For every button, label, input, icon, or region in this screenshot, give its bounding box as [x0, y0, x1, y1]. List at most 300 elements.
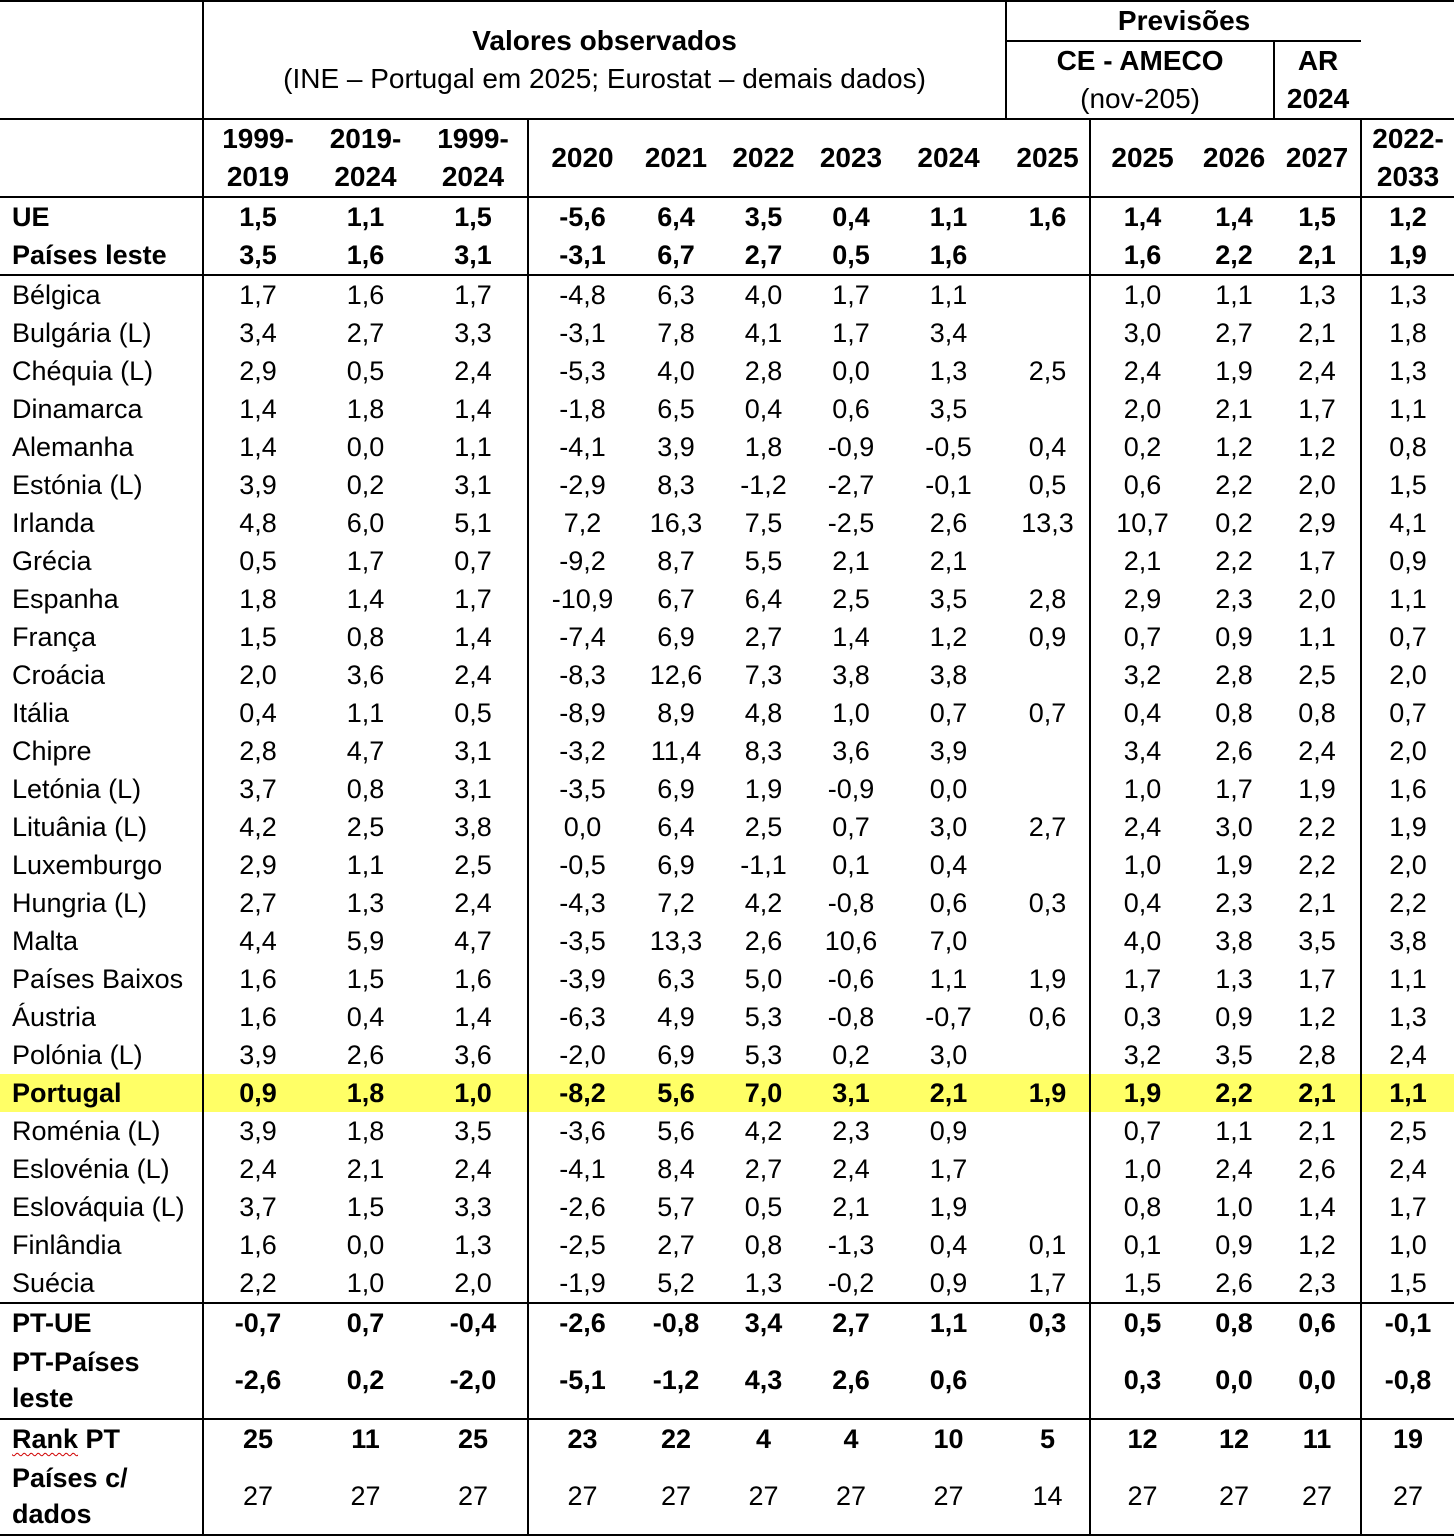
table-cell: 3,2	[1090, 656, 1194, 694]
table-cell: 6,0	[346, 508, 385, 538]
table-cell: 2,4	[203, 1150, 312, 1188]
row-label: França	[12, 622, 97, 652]
ar-year: 2024	[1274, 80, 1361, 119]
table-cell: 27	[835, 1481, 867, 1511]
table-cell: 1,0	[1090, 846, 1194, 884]
table-cell: 1,7	[1298, 394, 1336, 424]
table-cell: 2,0	[1361, 656, 1454, 694]
row-label: Grécia	[12, 546, 92, 576]
table-cell: 4,0	[1090, 922, 1194, 960]
table-cell: 1,8	[203, 580, 312, 618]
table-cell: 1,3	[929, 356, 968, 386]
table-cell: 1,0	[419, 1074, 528, 1112]
table-cell: 3,0	[929, 1040, 968, 1070]
table-cell: 2,0	[1298, 584, 1336, 614]
row-label: Luxemburgo	[12, 850, 163, 880]
table-cell: 1,6	[929, 240, 968, 270]
table-cell: 4	[811, 1419, 891, 1458]
table-cell: 13,3	[1021, 508, 1074, 538]
table-cell: -3,5	[528, 770, 636, 808]
table-row	[0, 466, 1454, 504]
table-cell: 6,3	[657, 964, 695, 994]
table-cell: 1,8	[312, 1074, 419, 1112]
table-cell	[1006, 390, 1090, 428]
table-cell: 0,0	[929, 774, 968, 804]
table-cell: 2,2	[1215, 470, 1253, 500]
table-cell: 8,3	[744, 736, 783, 766]
row-label: Finlândia	[12, 1230, 122, 1260]
row-label: Polónia (L)	[12, 1040, 143, 1070]
table-cell: 2,9	[1298, 508, 1336, 538]
table-cell: 1,3	[454, 1230, 492, 1260]
row-label: UE	[0, 197, 203, 236]
table-cell: 2,4	[1090, 808, 1194, 846]
table-cell: 2,7	[346, 318, 385, 348]
table-cell: 3,4	[203, 314, 312, 352]
table-cell: 0,8	[1298, 698, 1336, 728]
table-cell: -4,8	[528, 275, 636, 314]
table-cell: -1,9	[528, 1264, 636, 1303]
table-cell: 1,5	[1361, 466, 1454, 504]
table-cell: -2,9	[528, 466, 636, 504]
table-cell: -3,9	[528, 960, 636, 998]
table-cell: 0,4	[744, 394, 783, 424]
table-cell: 7,8	[657, 318, 695, 348]
table-cell: 1,9	[1215, 850, 1253, 880]
table-cell: -6,3	[528, 998, 636, 1036]
table-cell: 1,1	[1215, 1116, 1253, 1146]
table-cell: 0,2	[346, 1365, 385, 1395]
table-cell: -0,2	[827, 1268, 875, 1298]
table-row	[0, 1188, 1454, 1226]
table-cell: 1,7	[1298, 546, 1336, 576]
table-cell	[1006, 1112, 1090, 1150]
table-cell: 2,8	[744, 356, 783, 386]
table-cell: 1,1	[1194, 275, 1274, 314]
table-cell: 1,9	[1090, 1074, 1194, 1112]
table-cell: -0,5	[528, 846, 636, 884]
table-cell: 0,6	[929, 888, 968, 918]
table-cell: 6,9	[657, 622, 695, 652]
table-cell: 3,1	[811, 1074, 891, 1112]
table-cell: -0,7	[203, 1303, 312, 1342]
table-cell: 3,6	[346, 660, 385, 690]
table-cell: 3,5	[716, 197, 811, 236]
table-cell: -3,2	[528, 732, 636, 770]
row-label: Hungria (L)	[12, 888, 148, 918]
table-cell: 1,6	[1361, 770, 1454, 808]
row-label: Rank PT	[0, 1419, 203, 1458]
table-cell: 0,7	[1361, 694, 1454, 732]
table-row	[0, 960, 1454, 998]
table-cell: 2,1	[1298, 1116, 1336, 1146]
table-cell: 0,5	[1090, 1303, 1194, 1342]
table-cell: 1,1	[929, 964, 968, 994]
table-cell: 1,7	[419, 275, 528, 314]
table-cell: 1,0	[1361, 1226, 1454, 1264]
table-cell: 1,9	[1006, 1074, 1090, 1112]
table-cell: -8,2	[528, 1074, 636, 1112]
table-cell: 2,0	[1361, 846, 1454, 884]
table-cell: 0,2	[832, 1040, 870, 1070]
column-header: 2022	[716, 119, 811, 197]
table-cell: 2,6	[929, 508, 968, 538]
table-cell: 1,5	[203, 618, 312, 656]
table-cell: 2,9	[203, 352, 312, 390]
table-cell: 2,7	[1215, 318, 1253, 348]
table-cell: 4,0	[716, 275, 811, 314]
table-cell: 0,5	[744, 1192, 783, 1222]
table-cell: 1,1	[1298, 622, 1336, 652]
table-cell: 27	[748, 1481, 779, 1511]
table-cell: 2,9	[1090, 580, 1194, 618]
table-cell: 1,9	[1215, 356, 1253, 386]
table-cell: 2,1	[1215, 394, 1253, 424]
row-label: Países Baixos	[12, 964, 184, 994]
table-cell: 6,4	[744, 584, 783, 614]
table-cell: 2,8	[203, 732, 312, 770]
table-cell: 2,7	[657, 1230, 695, 1260]
table-cell	[1006, 1150, 1090, 1188]
table-cell: 25	[203, 1419, 312, 1458]
table-row	[0, 1458, 1454, 1535]
table-cell: 7,0	[716, 1074, 811, 1112]
table-cell: 4,7	[454, 926, 492, 956]
table-cell: 0,7	[1028, 698, 1067, 728]
table-cell: 8,9	[657, 698, 695, 728]
table-cell: 5,6	[657, 1116, 695, 1146]
table-cell: 0,2	[1215, 508, 1253, 538]
table-cell: 2,2	[1215, 240, 1253, 270]
table-row	[0, 428, 1454, 466]
table-cell: -2,7	[827, 470, 875, 500]
table-cell: 1,5	[203, 197, 312, 236]
table-cell: 1,5	[1361, 1264, 1454, 1303]
table-row	[0, 504, 1454, 542]
table-row	[0, 1419, 1454, 1458]
table-cell: 4,1	[1361, 504, 1454, 542]
table-cell: 0,4	[203, 694, 312, 732]
table-cell: 11	[312, 1419, 419, 1458]
table-cell: 1,6	[312, 275, 419, 314]
table-cell: 3,8	[1215, 926, 1253, 956]
table-cell: 2,4	[1361, 1036, 1454, 1074]
column-header: 2021	[636, 119, 716, 197]
table-cell: -2,5	[827, 508, 875, 538]
table-cell: 1,7	[203, 275, 312, 314]
table-cell: 4	[716, 1419, 811, 1458]
row-label: Países leste	[12, 240, 167, 270]
table-cell	[1006, 314, 1090, 352]
table-cell: 1,3	[1274, 275, 1361, 314]
table-cell: 3,5	[929, 584, 968, 614]
row-label: Eslováquia (L)	[12, 1192, 185, 1222]
table-cell	[1006, 275, 1090, 314]
table-cell: 16,3	[649, 508, 703, 538]
table-cell: -0,9	[827, 774, 875, 804]
table-cell: 0,0	[346, 1230, 385, 1260]
table-cell: -8,3	[528, 656, 636, 694]
table-cell	[1006, 1036, 1090, 1074]
column-header-empty	[0, 119, 203, 197]
table-cell: 0,8	[1194, 1303, 1274, 1342]
table-cell: 2,7	[744, 240, 783, 270]
table-cell: 1,9	[1028, 964, 1067, 994]
table-cell: -0,8	[827, 1002, 875, 1032]
column-header: 1999- 2024	[419, 119, 528, 197]
table-cell: 4,7	[346, 736, 385, 766]
table-row	[0, 390, 1454, 428]
table-cell: -2,6	[528, 1303, 636, 1342]
table-cell: 2,3	[1215, 584, 1253, 614]
table-cell: 3,7	[203, 1188, 312, 1226]
table-cell: 22	[636, 1419, 716, 1458]
table-cell: 1,2	[1298, 432, 1336, 462]
table-cell: 1,5	[419, 197, 528, 236]
table-cell: 2,1	[1274, 1074, 1361, 1112]
table-cell: 3,0	[929, 812, 968, 842]
table-cell: -5,1	[528, 1342, 636, 1419]
table-cell: 5,3	[744, 1002, 783, 1032]
table-cell: 4,3	[744, 1365, 783, 1395]
row-label: Portugal	[0, 1074, 203, 1112]
table-cell: 1,0	[346, 1268, 385, 1298]
table-cell: 0,4	[811, 197, 891, 236]
table-cell: 3,9	[929, 736, 968, 766]
table-cell: 4,2	[744, 1116, 783, 1146]
table-cell: 0,8	[744, 1230, 783, 1260]
table-cell: 27	[528, 1458, 636, 1535]
table-cell: 3,9	[657, 432, 695, 462]
table-cell: 0,4	[346, 1002, 385, 1032]
table-cell: -0,8	[636, 1303, 716, 1342]
table-cell: 7,3	[744, 660, 783, 690]
row-label: Roménia (L)	[12, 1116, 161, 1146]
table-cell: 0,9	[1215, 1002, 1253, 1032]
table-cell: 0,7	[454, 546, 492, 576]
table-cell: 1,4	[203, 428, 312, 466]
table-cell: 5,2	[657, 1268, 695, 1298]
table-cell: 5,6	[636, 1074, 716, 1112]
table-cell: 0,1	[832, 850, 870, 880]
table-cell: 0,6	[1090, 466, 1194, 504]
table-cell: 2,6	[1215, 736, 1253, 766]
table-cell: 1,4	[1090, 197, 1194, 236]
table-cell: 0,8	[1215, 698, 1253, 728]
table-cell: 2,4	[1215, 1154, 1253, 1184]
table-row	[0, 236, 1454, 275]
table-cell: 0,7	[929, 698, 968, 728]
table-cell: 1,6	[346, 240, 385, 270]
table-cell: 1,4	[1298, 1192, 1336, 1222]
table-cell: 12	[1194, 1419, 1274, 1458]
table-cell: 2,7	[1028, 812, 1067, 842]
table-cell: 27	[660, 1481, 692, 1511]
table-cell: 6,7	[657, 240, 695, 270]
table-cell: 2,5	[1298, 660, 1336, 690]
table-cell: 8,3	[657, 470, 695, 500]
table-cell: 2,9	[203, 846, 312, 884]
table-cell: 0,8	[1361, 428, 1454, 466]
table-cell: 1,9	[1298, 774, 1336, 804]
table-cell: 2,6	[346, 1040, 385, 1070]
table-cell	[1006, 732, 1090, 770]
table-cell: 6,9	[657, 774, 695, 804]
table-cell: 0,6	[832, 394, 870, 424]
table-cell: -3,5	[528, 922, 636, 960]
table-cell: 1,6	[454, 964, 492, 994]
table-cell: 1,7	[832, 318, 870, 348]
table-cell: 1,9	[744, 774, 783, 804]
table-cell: 12,6	[649, 660, 703, 690]
table-cell: 6,9	[657, 850, 695, 880]
table-cell: 0,5	[454, 698, 492, 728]
table-cell: 3,3	[454, 1192, 492, 1222]
table-cell: 1,4	[454, 1002, 492, 1032]
table-cell: 1,9	[929, 1192, 968, 1222]
table-cell: 1,6	[1006, 197, 1090, 236]
table-cell: 2,8	[1215, 660, 1253, 690]
table-cell: 2,8	[1028, 584, 1067, 614]
table-cell: 1,2	[1215, 432, 1253, 462]
table-cell: 1,5	[346, 964, 385, 994]
table-cell: -1,8	[528, 390, 636, 428]
table-cell: 0,0	[346, 432, 385, 462]
row-label: Bélgica	[0, 275, 203, 314]
table-cell: -7,4	[528, 618, 636, 656]
table-cell: -0,6	[827, 964, 875, 994]
column-header: 1999- 2019	[203, 119, 312, 197]
table-row	[0, 694, 1454, 732]
table-cell: 2,7	[811, 1303, 891, 1342]
row-label: Alemanha	[12, 432, 134, 462]
table-cell: 0,0	[1215, 1365, 1253, 1395]
table-row	[0, 197, 1454, 236]
table-cell: -3,6	[528, 1112, 636, 1150]
table-cell: 1,4	[454, 394, 492, 424]
table-cell: 2,0	[454, 1268, 492, 1298]
table-row	[0, 275, 1454, 314]
row-label: Chipre	[12, 736, 92, 766]
table-cell: 0,0	[1298, 1365, 1336, 1395]
table-cell	[1006, 922, 1090, 960]
table-cell: -4,1	[528, 1150, 636, 1188]
table-cell: 1,5	[1274, 197, 1361, 236]
table-cell: 2,8	[1298, 1040, 1336, 1070]
table-cell: 0,9	[1028, 622, 1067, 652]
observed-header	[203, 1, 1006, 119]
table-cell: 10,7	[1090, 504, 1194, 542]
table-cell	[1006, 846, 1090, 884]
table-cell: 1,1	[346, 698, 385, 728]
table-cell: 1,7	[1090, 960, 1194, 998]
table-cell: 2,7	[744, 622, 783, 652]
table-cell: 1,4	[454, 622, 492, 652]
table-cell: 0,6	[929, 1365, 968, 1395]
table-cell: 5,7	[657, 1192, 695, 1222]
table-cell: 2,4	[1361, 1150, 1454, 1188]
table-cell: 2,6	[744, 926, 783, 956]
table-cell: 0,7	[1090, 618, 1194, 656]
table-cell	[1006, 770, 1090, 808]
table-cell: 1,1	[454, 432, 492, 462]
row-label: Estónia (L)	[12, 470, 143, 500]
table-cell: 2,3	[1298, 1268, 1336, 1298]
table-cell: 25	[419, 1419, 528, 1458]
table-row	[0, 1342, 1454, 1419]
table-cell: 1,1	[1361, 1074, 1454, 1112]
row-label: PT-Países leste	[12, 1347, 140, 1413]
table-cell: 3,1	[454, 470, 492, 500]
table-cell: 3,8	[454, 812, 492, 842]
table-cell: -2,0	[449, 1365, 497, 1395]
table-row	[0, 1112, 1454, 1150]
column-header: 2022- 2033	[1361, 119, 1454, 197]
table-cell: 2,4	[1298, 736, 1336, 766]
table-cell: 27	[1302, 1481, 1333, 1511]
table-row	[0, 770, 1454, 808]
table-cell: 4,9	[657, 1002, 695, 1032]
table-cell: 2,4	[1090, 352, 1194, 390]
table-cell: 1,2	[929, 622, 968, 652]
table-cell: 2,2	[1194, 1074, 1274, 1112]
table-cell: 2,1	[832, 546, 870, 576]
table-cell: 1,1	[891, 275, 1006, 314]
table-cell: 3,6	[454, 1040, 492, 1070]
table-cell: 2,7	[744, 1154, 783, 1184]
table-cell: 4,0	[657, 356, 695, 386]
table-cell: 7,2	[528, 504, 636, 542]
table-cell: 1,7	[1298, 964, 1336, 994]
table-cell: 1,2	[1298, 1002, 1336, 1032]
table-cell: 2,1	[346, 1154, 385, 1184]
table-cell: 6,9	[657, 1040, 695, 1070]
table-row	[0, 1264, 1454, 1303]
table-cell: 1,3	[1215, 964, 1253, 994]
table-cell: 2,4	[454, 1154, 492, 1184]
table-cell: 3,5	[1215, 1040, 1253, 1070]
table-cell: 1,4	[203, 390, 312, 428]
table-cell: 0,7	[1361, 618, 1454, 656]
column-header: 2023	[811, 119, 891, 197]
table-row	[0, 808, 1454, 846]
table-cell: 1,4	[1194, 197, 1274, 236]
table-cell: 27	[350, 1481, 381, 1511]
table-cell: -10,9	[528, 580, 636, 618]
table-cell: 0,6	[1274, 1303, 1361, 1342]
row-label: Chéquia (L)	[12, 356, 154, 386]
table-cell: 6,4	[657, 812, 695, 842]
table-cell: 2,6	[832, 1365, 870, 1395]
table-cell: 5,5	[744, 546, 783, 576]
table-cell: 5,0	[744, 964, 783, 994]
table-cell: 5,9	[346, 926, 385, 956]
table-cell: 2,4	[1298, 356, 1336, 386]
table-cell: 0,1	[1028, 1230, 1067, 1260]
table-row	[0, 618, 1454, 656]
table-cell: 2,5	[1361, 1112, 1454, 1150]
table-cell: 0,7	[832, 812, 870, 842]
table-cell: -1,2	[652, 1365, 700, 1395]
table-cell: 4,1	[744, 318, 783, 348]
table-cell: 1,5	[346, 1192, 385, 1222]
table-cell: -0,1	[1361, 1303, 1454, 1342]
table-cell: 2,1	[832, 1192, 870, 1222]
table-cell: 27	[457, 1481, 489, 1511]
table-cell: 0,3	[1006, 1303, 1090, 1342]
table-cell	[1006, 656, 1090, 694]
table-cell: 4,8	[203, 504, 312, 542]
